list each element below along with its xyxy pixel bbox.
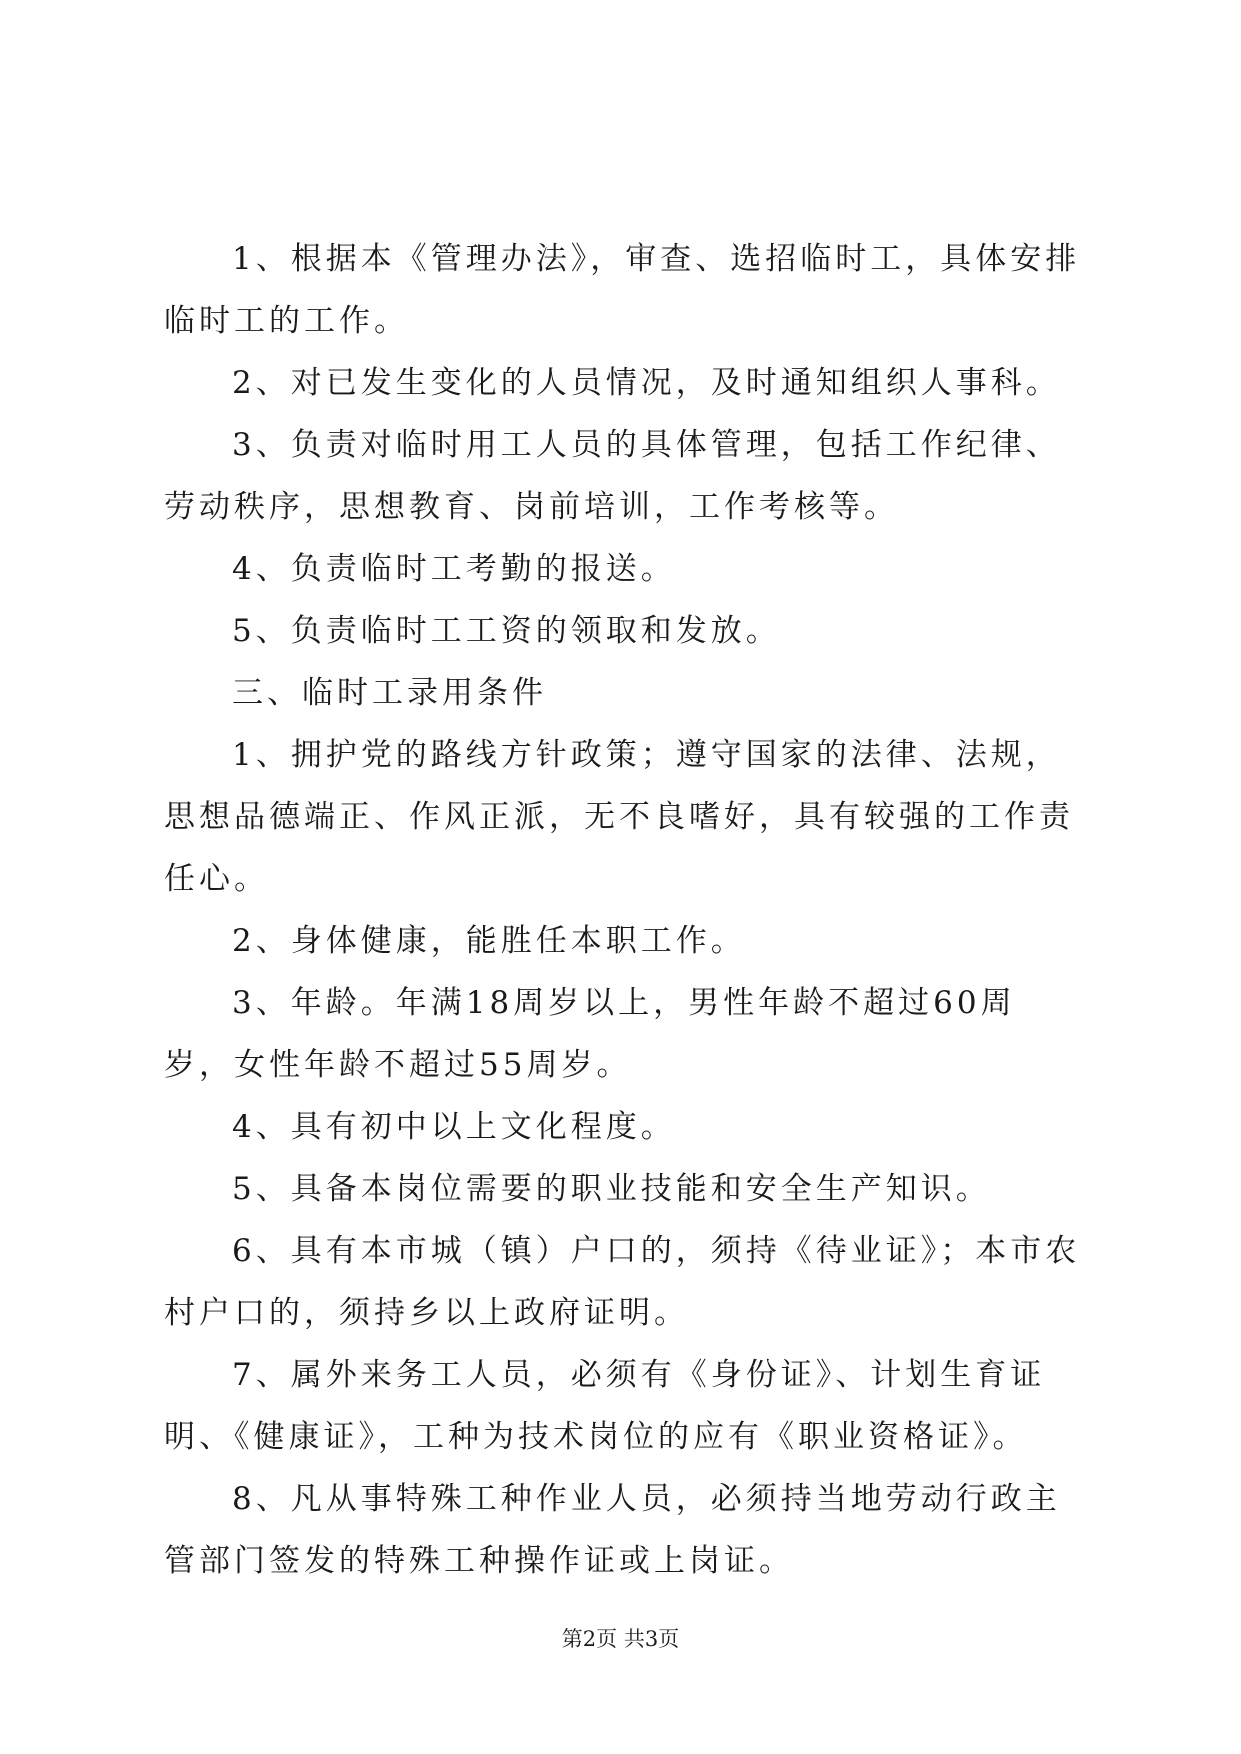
paragraph-condition-2: 2、身体健康，能胜任本职工作。 <box>232 923 746 959</box>
paragraph-condition-5: 5、具备本岗位需要的职业技能和安全生产知识。 <box>232 1171 991 1207</box>
paragraph-duty-4: 4、负责临时工考勤的报送。 <box>232 551 676 587</box>
paragraph-condition-1: 1、拥护党的路线方针政策；遵守国家的法律、法规，思想品德端正、作风正派，无不良嗜好，具有较强的工作责任心。 <box>164 737 1074 897</box>
document-body <box>164 228 1084 1592</box>
paragraph-condition-4: 4、具有初中以上文化程度。 <box>232 1109 676 1145</box>
paragraph-duty-5: 5、负责临时工工资的领取和发放。 <box>232 613 781 649</box>
paragraph-duty-1: 1、根据本《管理办法》，审查、选招临时工，具体安排临时工的工作。 <box>164 241 1081 339</box>
paragraph-condition-7: 7、属外来务工人员，必须有《身份证》、计划生育证明、《健康证》，工种为技术岗位的应有《职业资格证》。 <box>164 1357 1046 1455</box>
page-number-indicator: 第2页 共3页 <box>561 1627 680 1651</box>
paragraph-duty-2: 2、对已发生变化的人员情况，及时通知组织人事科。 <box>232 365 1061 401</box>
paragraph-condition-8: 8、凡从事特殊工种作业人员，必须持当地劳动行政主管部门签发的特殊工种操作证或上岗证。 <box>164 1481 1061 1579</box>
paragraph-condition-6: 6、具有本市城（镇）户口的，须持《待业证》；本市农村户口的，须持乡以上政府证明。 <box>164 1233 1081 1331</box>
page-footer <box>0 1625 1241 1653</box>
paragraph-condition-3: 3、年龄。年满18周岁以上，男性年龄不超过60周岁，女性年龄不超过55周岁。 <box>164 985 1016 1083</box>
paragraph-duty-3: 3、负责对临时用工人员的具体管理，包括工作纪律、劳动秩序，思想教育、岗前培训，工作考核等。 <box>164 427 1061 525</box>
section-heading-hiring-conditions: 三、临时工录用条件 <box>232 675 547 711</box>
